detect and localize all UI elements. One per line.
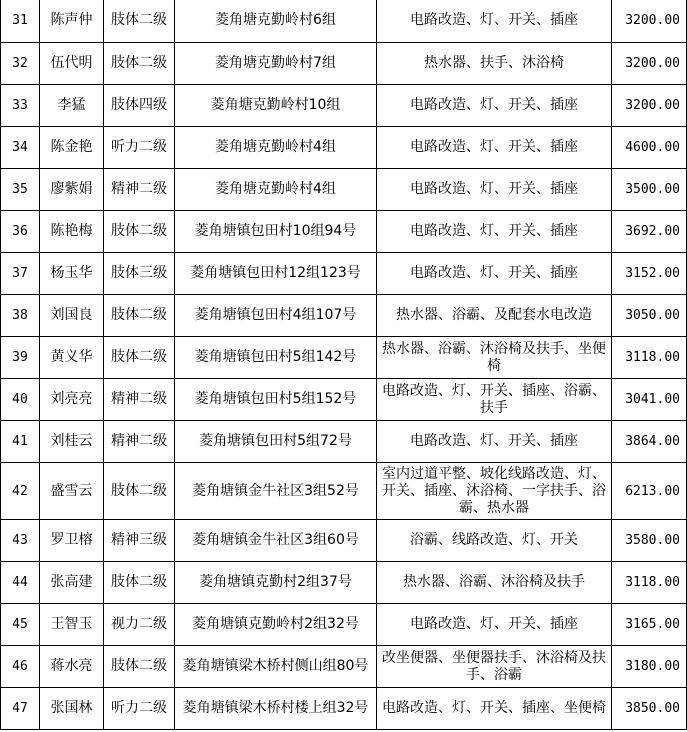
- row-number-cell: 46: [1, 646, 40, 688]
- renovation-items-cell: 室内过道平整、坡化线路改造、灯、开关、插座、沐浴椅、一字扶手、浴霸、热水器: [377, 463, 612, 520]
- person-name-cell: 陈声仲: [40, 0, 104, 43]
- row-number-cell: 31: [1, 0, 40, 43]
- table-row: [1, 295, 687, 337]
- disability-level-cell: 肢体二级: [104, 295, 175, 337]
- renovation-items-cell: 电路改造、灯、开关、插座: [377, 127, 612, 169]
- disability-level-cell: 听力二级: [104, 127, 175, 169]
- table-row: [1, 43, 687, 85]
- amount-cell: 3692.00: [612, 211, 687, 253]
- address-cell: 菱角塘镇包田村5组152号: [175, 379, 377, 421]
- renovation-items-cell: 电路改造、灯、开关、插座: [377, 211, 612, 253]
- address-cell: 菱角塘镇包田村4组107号: [175, 295, 377, 337]
- amount-cell: 3180.00: [612, 646, 687, 688]
- row-number-cell: 34: [1, 127, 40, 169]
- renovation-items-cell: 电路改造、灯、开关、插座、坐便椅: [377, 688, 612, 730]
- amount-cell: 3165.00: [612, 604, 687, 646]
- renovation-items-cell: 电路改造、灯、开关、插座: [377, 0, 612, 43]
- amount-cell: 3118.00: [612, 562, 687, 604]
- amount-cell: 3200.00: [612, 43, 687, 85]
- amount-cell: 3580.00: [612, 520, 687, 562]
- row-number-cell: 44: [1, 562, 40, 604]
- table-row: [1, 0, 687, 43]
- row-number-cell: 32: [1, 43, 40, 85]
- row-number-cell: 47: [1, 688, 40, 730]
- disability-level-cell: 听力二级: [104, 688, 175, 730]
- address-cell: 菱角塘镇梁木桥村侧山组80号: [175, 646, 377, 688]
- person-name-cell: 刘国良: [40, 295, 104, 337]
- person-name-cell: 张国林: [40, 688, 104, 730]
- disability-level-cell: 精神三级: [104, 520, 175, 562]
- renovation-items-cell: 电路改造、灯、开关、插座: [377, 604, 612, 646]
- table-row: [1, 337, 687, 379]
- address-cell: 菱角塘镇金牛社区3组60号: [175, 520, 377, 562]
- amount-cell: 3118.00: [612, 337, 687, 379]
- disability-level-cell: 肢体二级: [104, 337, 175, 379]
- row-number-cell: 36: [1, 211, 40, 253]
- table-row: [1, 562, 687, 604]
- table-row: [1, 211, 687, 253]
- person-name-cell: 伍代明: [40, 43, 104, 85]
- table-row: [1, 463, 687, 520]
- address-cell: 菱角塘克勤岭村6组: [175, 0, 377, 43]
- amount-cell: 6213.00: [612, 463, 687, 520]
- table-row: [1, 127, 687, 169]
- address-cell: 菱角塘镇包田村12组123号: [175, 253, 377, 295]
- renovation-items-cell: 热水器、扶手、沐浴椅: [377, 43, 612, 85]
- person-name-cell: 罗卫榕: [40, 520, 104, 562]
- row-number-cell: 43: [1, 520, 40, 562]
- table-row: [1, 169, 687, 211]
- table-row: [1, 85, 687, 127]
- person-name-cell: 盛雪云: [40, 463, 104, 520]
- row-number-cell: 33: [1, 85, 40, 127]
- disability-level-cell: 精神二级: [104, 379, 175, 421]
- renovation-items-cell: 改坐便器、坐便器扶手、沐浴椅及扶手、浴霸: [377, 646, 612, 688]
- table-row: [1, 421, 687, 463]
- address-cell: 菱角塘克勤岭村7组: [175, 43, 377, 85]
- row-number-cell: 45: [1, 604, 40, 646]
- table-body: [1, 0, 687, 730]
- address-cell: 菱角塘克勤岭村10组: [175, 85, 377, 127]
- address-cell: 菱角塘镇包田村10组94号: [175, 211, 377, 253]
- disability-level-cell: 肢体三级: [104, 253, 175, 295]
- row-number-cell: 38: [1, 295, 40, 337]
- amount-cell: 3850.00: [612, 688, 687, 730]
- renovation-items-cell: 电路改造、灯、开关、插座: [377, 421, 612, 463]
- person-name-cell: 张高建: [40, 562, 104, 604]
- person-name-cell: 陈艳梅: [40, 211, 104, 253]
- person-name-cell: 刘桂云: [40, 421, 104, 463]
- table-row: [1, 520, 687, 562]
- disability-level-cell: 精神二级: [104, 169, 175, 211]
- person-name-cell: 王智玉: [40, 604, 104, 646]
- amount-cell: 4600.00: [612, 127, 687, 169]
- table-row: [1, 688, 687, 730]
- table-row: [1, 379, 687, 421]
- row-number-cell: 41: [1, 421, 40, 463]
- row-number-cell: 35: [1, 169, 40, 211]
- renovation-items-cell: 电路改造、灯、开关、插座: [377, 253, 612, 295]
- table-row: [1, 604, 687, 646]
- amount-cell: 3200.00: [612, 85, 687, 127]
- renovation-items-cell: 电路改造、灯、开关、插座、浴霸、扶手: [377, 379, 612, 421]
- row-number-cell: 40: [1, 379, 40, 421]
- address-cell: 菱角塘镇克勤岭村2组32号: [175, 604, 377, 646]
- table-row: [1, 646, 687, 688]
- address-cell: 菱角塘克勤岭村4组: [175, 169, 377, 211]
- person-name-cell: 刘亮亮: [40, 379, 104, 421]
- amount-cell: 3041.00: [612, 379, 687, 421]
- renovation-items-cell: 电路改造、灯、开关、插座: [377, 85, 612, 127]
- person-name-cell: 李猛: [40, 85, 104, 127]
- renovation-items-cell: 热水器、浴霸、沐浴椅及扶手: [377, 562, 612, 604]
- address-cell: 菱角塘镇克勤村2组37号: [175, 562, 377, 604]
- renovation-items-cell: 电路改造、灯、开关、插座: [377, 169, 612, 211]
- disability-level-cell: 肢体四级: [104, 85, 175, 127]
- address-cell: 菱角塘镇包田村5组142号: [175, 337, 377, 379]
- address-cell: 菱角塘镇金牛社区3组52号: [175, 463, 377, 520]
- disability-level-cell: 肢体二级: [104, 43, 175, 85]
- amount-cell: 3500.00: [612, 169, 687, 211]
- renovation-items-cell: 热水器、浴霸、沐浴椅及扶手、坐便椅: [377, 337, 612, 379]
- amount-cell: 3050.00: [612, 295, 687, 337]
- address-cell: 菱角塘镇梁木桥村楼上组32号: [175, 688, 377, 730]
- amount-cell: 3200.00: [612, 0, 687, 43]
- disability-level-cell: 肢体二级: [104, 646, 175, 688]
- row-number-cell: 42: [1, 463, 40, 520]
- person-name-cell: 陈金艳: [40, 127, 104, 169]
- disability-level-cell: 肢体二级: [104, 562, 175, 604]
- person-name-cell: 廖紫娟: [40, 169, 104, 211]
- person-name-cell: 杨玉华: [40, 253, 104, 295]
- address-cell: 菱角塘克勤岭村4组: [175, 127, 377, 169]
- person-name-cell: 黄义华: [40, 337, 104, 379]
- person-name-cell: 蒋水亮: [40, 646, 104, 688]
- table-row: [1, 253, 687, 295]
- renovation-items-cell: 浴霸、线路改造、灯、开关: [377, 520, 612, 562]
- renovation-items-cell: 热水器、浴霸、及配套水电改造: [377, 295, 612, 337]
- disability-level-cell: 肢体二级: [104, 463, 175, 520]
- disability-level-cell: 精神二级: [104, 421, 175, 463]
- disability-level-cell: 肢体二级: [104, 0, 175, 43]
- disability-level-cell: 肢体二级: [104, 211, 175, 253]
- amount-cell: 3864.00: [612, 421, 687, 463]
- address-cell: 菱角塘镇包田村5组72号: [175, 421, 377, 463]
- row-number-cell: 39: [1, 337, 40, 379]
- row-number-cell: 37: [1, 253, 40, 295]
- disability-level-cell: 视力二级: [104, 604, 175, 646]
- amount-cell: 3152.00: [612, 253, 687, 295]
